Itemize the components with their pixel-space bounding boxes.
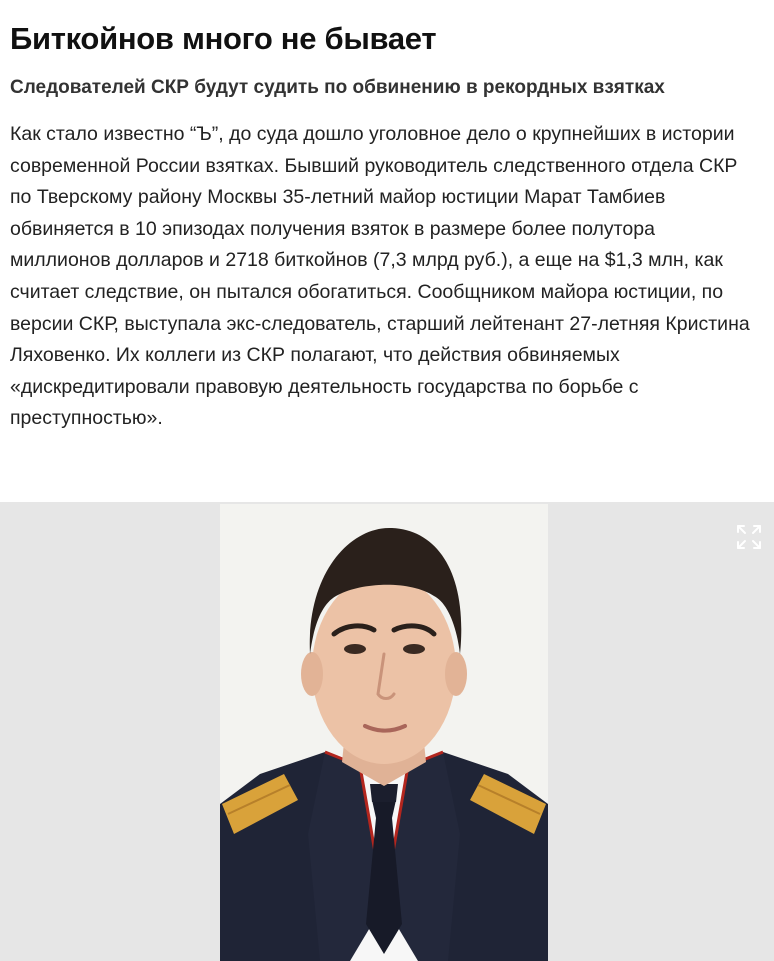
- portrait-illustration: [220, 504, 548, 961]
- photo-container: [0, 502, 774, 961]
- portrait-photo[interactable]: [220, 504, 548, 961]
- article-text: [0, 0, 774, 435]
- article-headline: Биткойнов много не бывает: [10, 21, 437, 56]
- article-body: Как стало известно “Ъ”, до суда дошло уголовное дело о крупнейших в истории современной России взятках. Бывший руководитель следственного отдела СКР по Тверскому району Москвы 35-летний майор юстиции Марат Тамбиев обвиняется в 10 эпизодах получения взяток в размере более полутора миллионов долларов и 2718 биткойнов (7,3 млрд руб.), а еще на $1,3 млн, как считает следствие, он пытался обогатиться. Сообщником майора юстиции, по версии СКР, выступала экс-следователь, старший лейтенант 27-летняя Кристина Ляховенко. Их коллеги из СКР полагают, что действия обвиняемых «дискредитировали правовую деятельность государства по борьбе с преступностью».: [10, 123, 750, 430]
- article-subheadline: Следователей СКР будут судить по обвинению в рекордных взятках: [10, 77, 665, 98]
- expand-fullscreen-icon[interactable]: [736, 524, 762, 550]
